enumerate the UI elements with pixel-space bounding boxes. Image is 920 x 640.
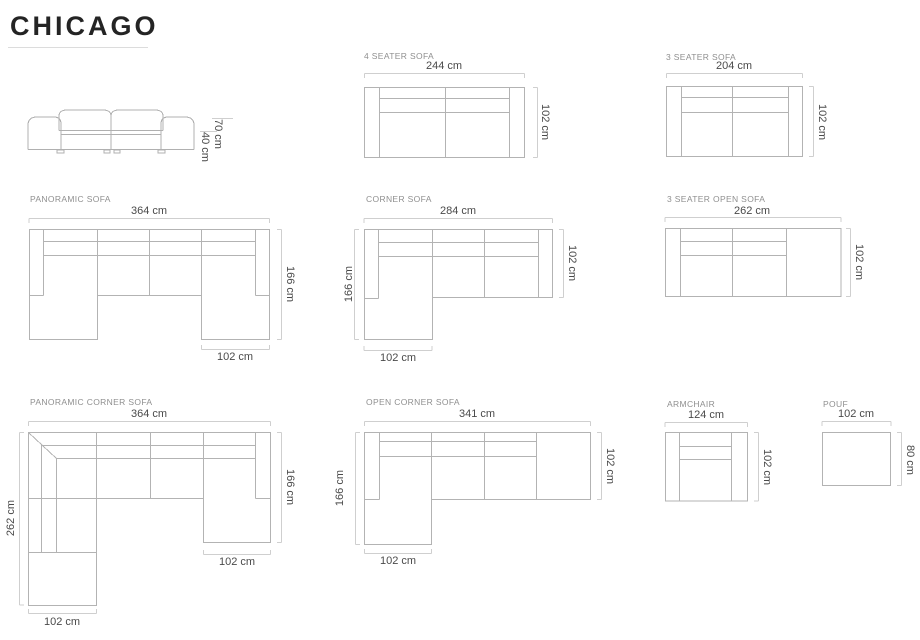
three-seater-label: 3 SEATER SOFA xyxy=(666,52,737,62)
open-corner-chaise-dim: 102 cm xyxy=(379,555,417,567)
armchair-depth-dim: 102 cm xyxy=(761,449,773,486)
armchair-drawing xyxy=(663,418,768,510)
collection-title: CHICAGO xyxy=(10,11,159,41)
panoramic-corner-bottom-chaise-dim: 102 cm xyxy=(43,616,81,628)
panoramic-corner-right-depth-dim: 166 cm xyxy=(284,469,296,506)
panoramic-chaise-dim: 102 cm xyxy=(216,351,254,363)
four-seater-width-dim: 244 cm xyxy=(425,60,463,72)
pouf-depth-dim: 80 cm xyxy=(904,445,916,475)
hero-total-height-dim: 70 cm xyxy=(212,119,224,149)
three-seater-depth-dim: 102 cm xyxy=(816,104,828,141)
armchair-label: ARMCHAIR xyxy=(667,399,716,409)
corner-width-dim: 284 cm xyxy=(439,205,477,217)
open-corner-label: OPEN CORNER SOFA xyxy=(366,397,460,407)
pouf-drawing xyxy=(818,418,916,498)
three-seater-open-width-dim: 262 cm xyxy=(733,205,771,217)
open-corner-left-depth-dim: 166 cm xyxy=(334,470,346,507)
corner-chaise-dim: 102 cm xyxy=(379,352,417,364)
armchair-width-dim: 124 cm xyxy=(687,409,725,421)
corner-drawing xyxy=(350,210,578,368)
corner-label: CORNER SOFA xyxy=(366,194,432,204)
open-corner-width-dim: 341 cm xyxy=(458,408,496,420)
three-seater-width-dim: 204 cm xyxy=(715,60,753,72)
pouf-label: POUF xyxy=(823,399,849,409)
open-corner-right-depth-dim: 102 cm xyxy=(604,448,616,485)
panoramic-width-dim: 364 cm xyxy=(130,205,168,217)
three-seater-open-drawing xyxy=(660,210,865,310)
four-seater-drawing xyxy=(364,68,549,163)
three-seater-drawing xyxy=(665,68,830,163)
pouf-width-dim: 102 cm xyxy=(837,408,875,420)
corner-right-depth-dim: 102 cm xyxy=(566,245,578,282)
panoramic-corner-drawing xyxy=(5,412,296,627)
title-underline xyxy=(8,47,148,48)
panoramic-corner-right-chaise-dim: 102 cm xyxy=(218,556,256,568)
three-seater-open-depth-dim: 102 cm xyxy=(853,244,865,281)
panoramic-drawing xyxy=(18,210,296,365)
four-seater-depth-dim: 102 cm xyxy=(539,104,551,141)
panoramic-depth-dim: 166 cm xyxy=(284,266,296,303)
three-seater-open-label: 3 SEATER OPEN SOFA xyxy=(667,194,766,204)
open-corner-drawing xyxy=(345,412,610,562)
corner-left-depth-dim: 166 cm xyxy=(343,266,355,303)
hero-seat-height-dim: 40 cm xyxy=(199,132,211,162)
panoramic-corner-label: PANORAMIC CORNER SOFA xyxy=(30,397,153,407)
panoramic-corner-width-dim: 364 cm xyxy=(130,408,168,420)
four-seater-label: 4 SEATER SOFA xyxy=(364,51,435,61)
panoramic-corner-left-depth-dim: 262 cm xyxy=(5,500,17,537)
panoramic-label: PANORAMIC SOFA xyxy=(30,194,111,204)
